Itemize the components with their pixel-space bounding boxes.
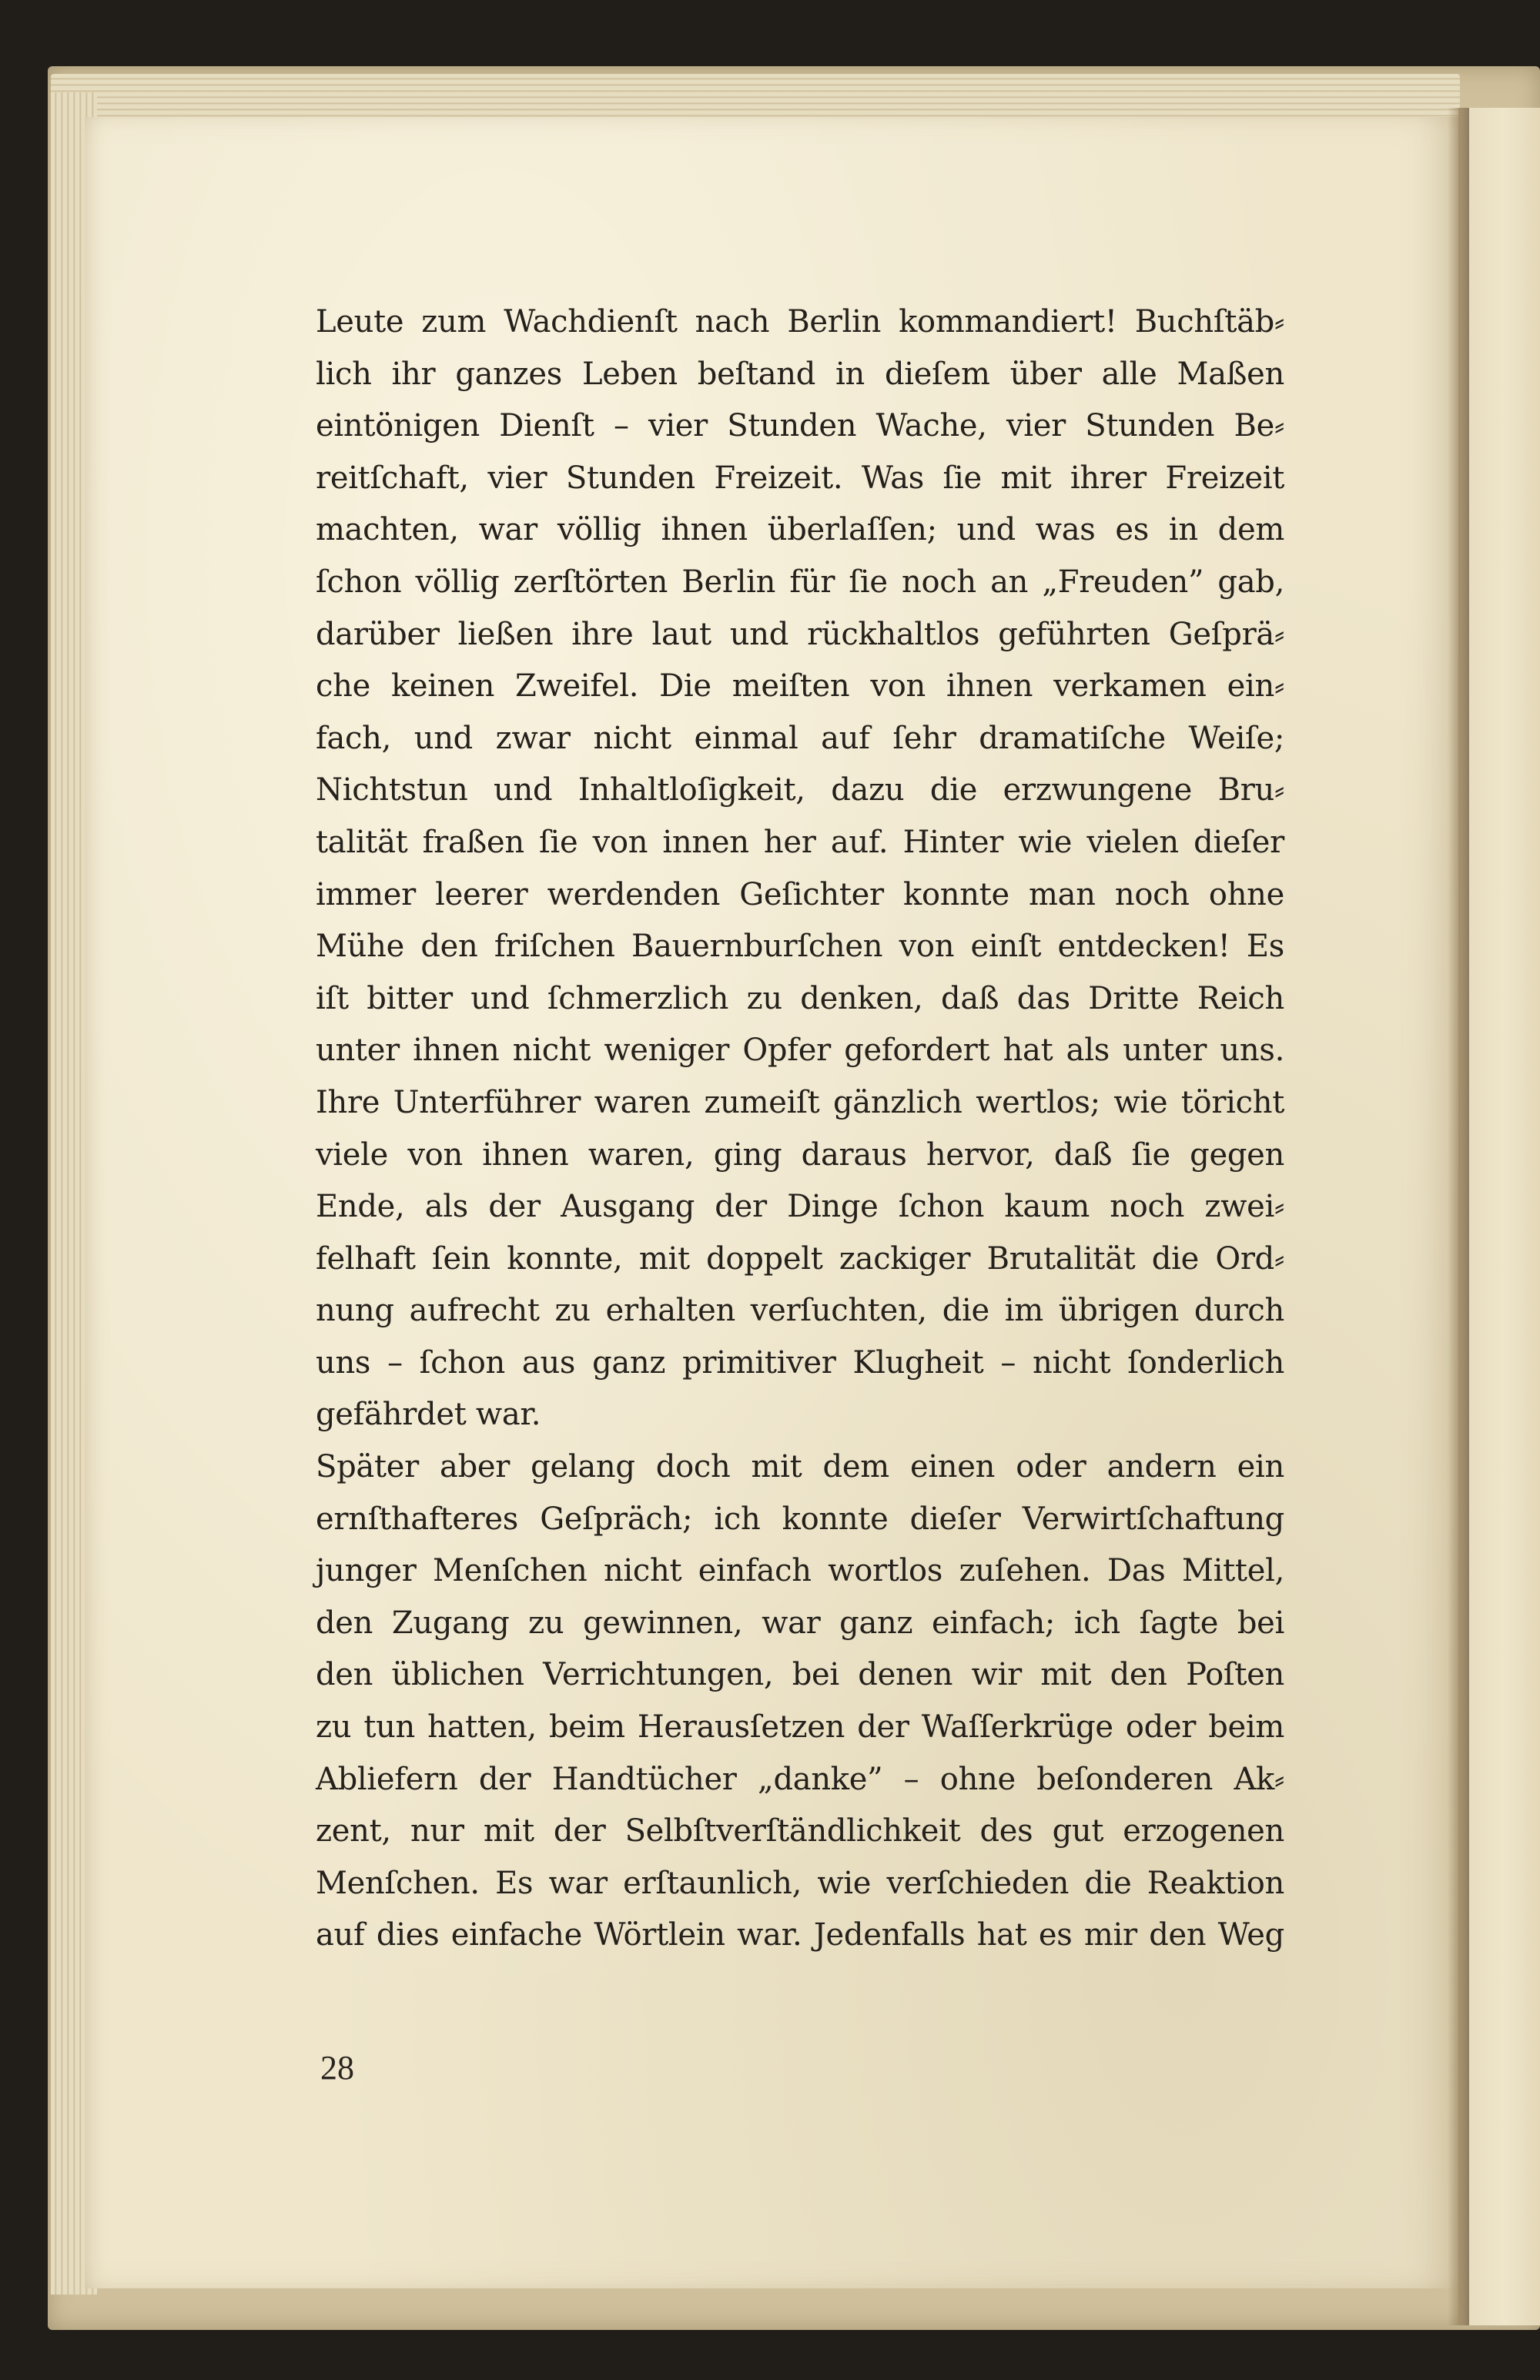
text-line: den Zugang zu gewinnen, war ganz einfach; ich ſagte bei bbox=[316, 1605, 1284, 1641]
text-line: felhaft ſein konnte, mit doppelt zackiger Brutalität die Ord⸗ bbox=[316, 1240, 1284, 1277]
text-line: lich ihr ganzes Leben beſtand in dieſem über alle Maßen bbox=[316, 356, 1284, 392]
paragraph-1 bbox=[316, 296, 1284, 1441]
text-line: uns – ſchon aus ganz primitiver Klugheit – nicht ſonderlich bbox=[316, 1344, 1284, 1381]
text-line: talität fraßen ſie von innen her auf. Hinter wie vielen dieſer bbox=[316, 824, 1284, 860]
text-line: Ende, als der Ausgang der Dinge ſchon kaum noch zwei⸗ bbox=[316, 1189, 1284, 1225]
text-line: junger Menſchen nicht einfach wortlos zuſehen. Das Mittel, bbox=[316, 1553, 1284, 1589]
text-line: machten, war völlig ihnen überlaſſen; und was es in dem bbox=[316, 512, 1284, 548]
text-line: Menſchen. Es war erſtaunlich, wie verſchieden die Reaktion bbox=[316, 1865, 1284, 1901]
text-line: reitſchaft, vier Stunden Freizeit. Was ſie mit ihrer Freizeit bbox=[316, 460, 1284, 496]
text-line: darüber ließen ihre laut und rückhaltlos geführten Geſprä⸗ bbox=[316, 616, 1284, 652]
paragraph-2 bbox=[316, 1441, 1284, 1962]
text-line: Später aber gelang doch mit dem einen oder andern ein bbox=[316, 1449, 1284, 1485]
text-line: eintönigen Dienſt – vier Stunden Wache, vier Stunden Be⸗ bbox=[316, 408, 1284, 444]
text-line: fach, und zwar nicht einmal auf ſehr dramatiſche Weiſe; bbox=[316, 720, 1284, 756]
text-line: den üblichen Verrichtungen, bei denen wir mit den Poſten bbox=[316, 1657, 1284, 1693]
text-line: unter ihnen nicht weniger Opfer gefordert hat als unter uns. bbox=[316, 1033, 1284, 1069]
text-line: gefährdet war. bbox=[316, 1397, 541, 1433]
text-line: Abliefern der Handtücher „danke” – ohne beſonderen Ak⸗ bbox=[316, 1761, 1284, 1797]
page-number: 28 bbox=[320, 2049, 354, 2087]
text-line: ernſthafteres Geſpräch; ich konnte dieſer Verwirtſchaftung bbox=[316, 1501, 1284, 1537]
gutter-shadow bbox=[1448, 108, 1469, 2325]
facing-page-edge bbox=[1458, 108, 1540, 2325]
text-line: Nichtstun und Inhaltloſigkeit, dazu die erzwungene Bru⸗ bbox=[316, 772, 1284, 808]
page-stack-edge-top bbox=[51, 74, 1460, 120]
page-body-text bbox=[316, 296, 1284, 1962]
text-line: Leute zum Wachdienſt nach Berlin kommandiert! Buchſtäb⸗ bbox=[316, 304, 1284, 340]
text-line: iſt bitter und ſchmerzlich zu denken, daß das Dritte Reich bbox=[316, 980, 1284, 1016]
text-line: auf dies einfache Wörtlein war. Jedenfalls hat es mir den Weg bbox=[316, 1917, 1284, 1953]
text-line: Mühe den friſchen Bauernburſchen von einſt entdecken! Es bbox=[316, 929, 1284, 965]
text-line: zu tun hatten, beim Herausſetzen der Waſſerkrüge oder beim bbox=[316, 1709, 1284, 1746]
text-line: Ihre Unterführer waren zumeiſt gänzlich wertlos; wie töricht bbox=[316, 1084, 1284, 1120]
text-line: zent, nur mit der Selbſtverſtändlichkeit des gut erzogenen bbox=[316, 1813, 1284, 1849]
text-line: viele von ihnen waren, ging daraus hervor, daß ſie gegen bbox=[316, 1136, 1284, 1173]
text-line: ſchon völlig zerſtörten Berlin für ſie noch an „Freuden” gab, bbox=[316, 564, 1284, 600]
text-line: che keinen Zweifel. Die meiſten von ihnen verkamen ein⸗ bbox=[316, 668, 1284, 705]
text-line: immer leerer werdenden Geſichter konnte man noch ohne bbox=[316, 876, 1284, 912]
text-line: nung aufrecht zu erhalten verſuchten, die im übrigen durch bbox=[316, 1293, 1284, 1329]
